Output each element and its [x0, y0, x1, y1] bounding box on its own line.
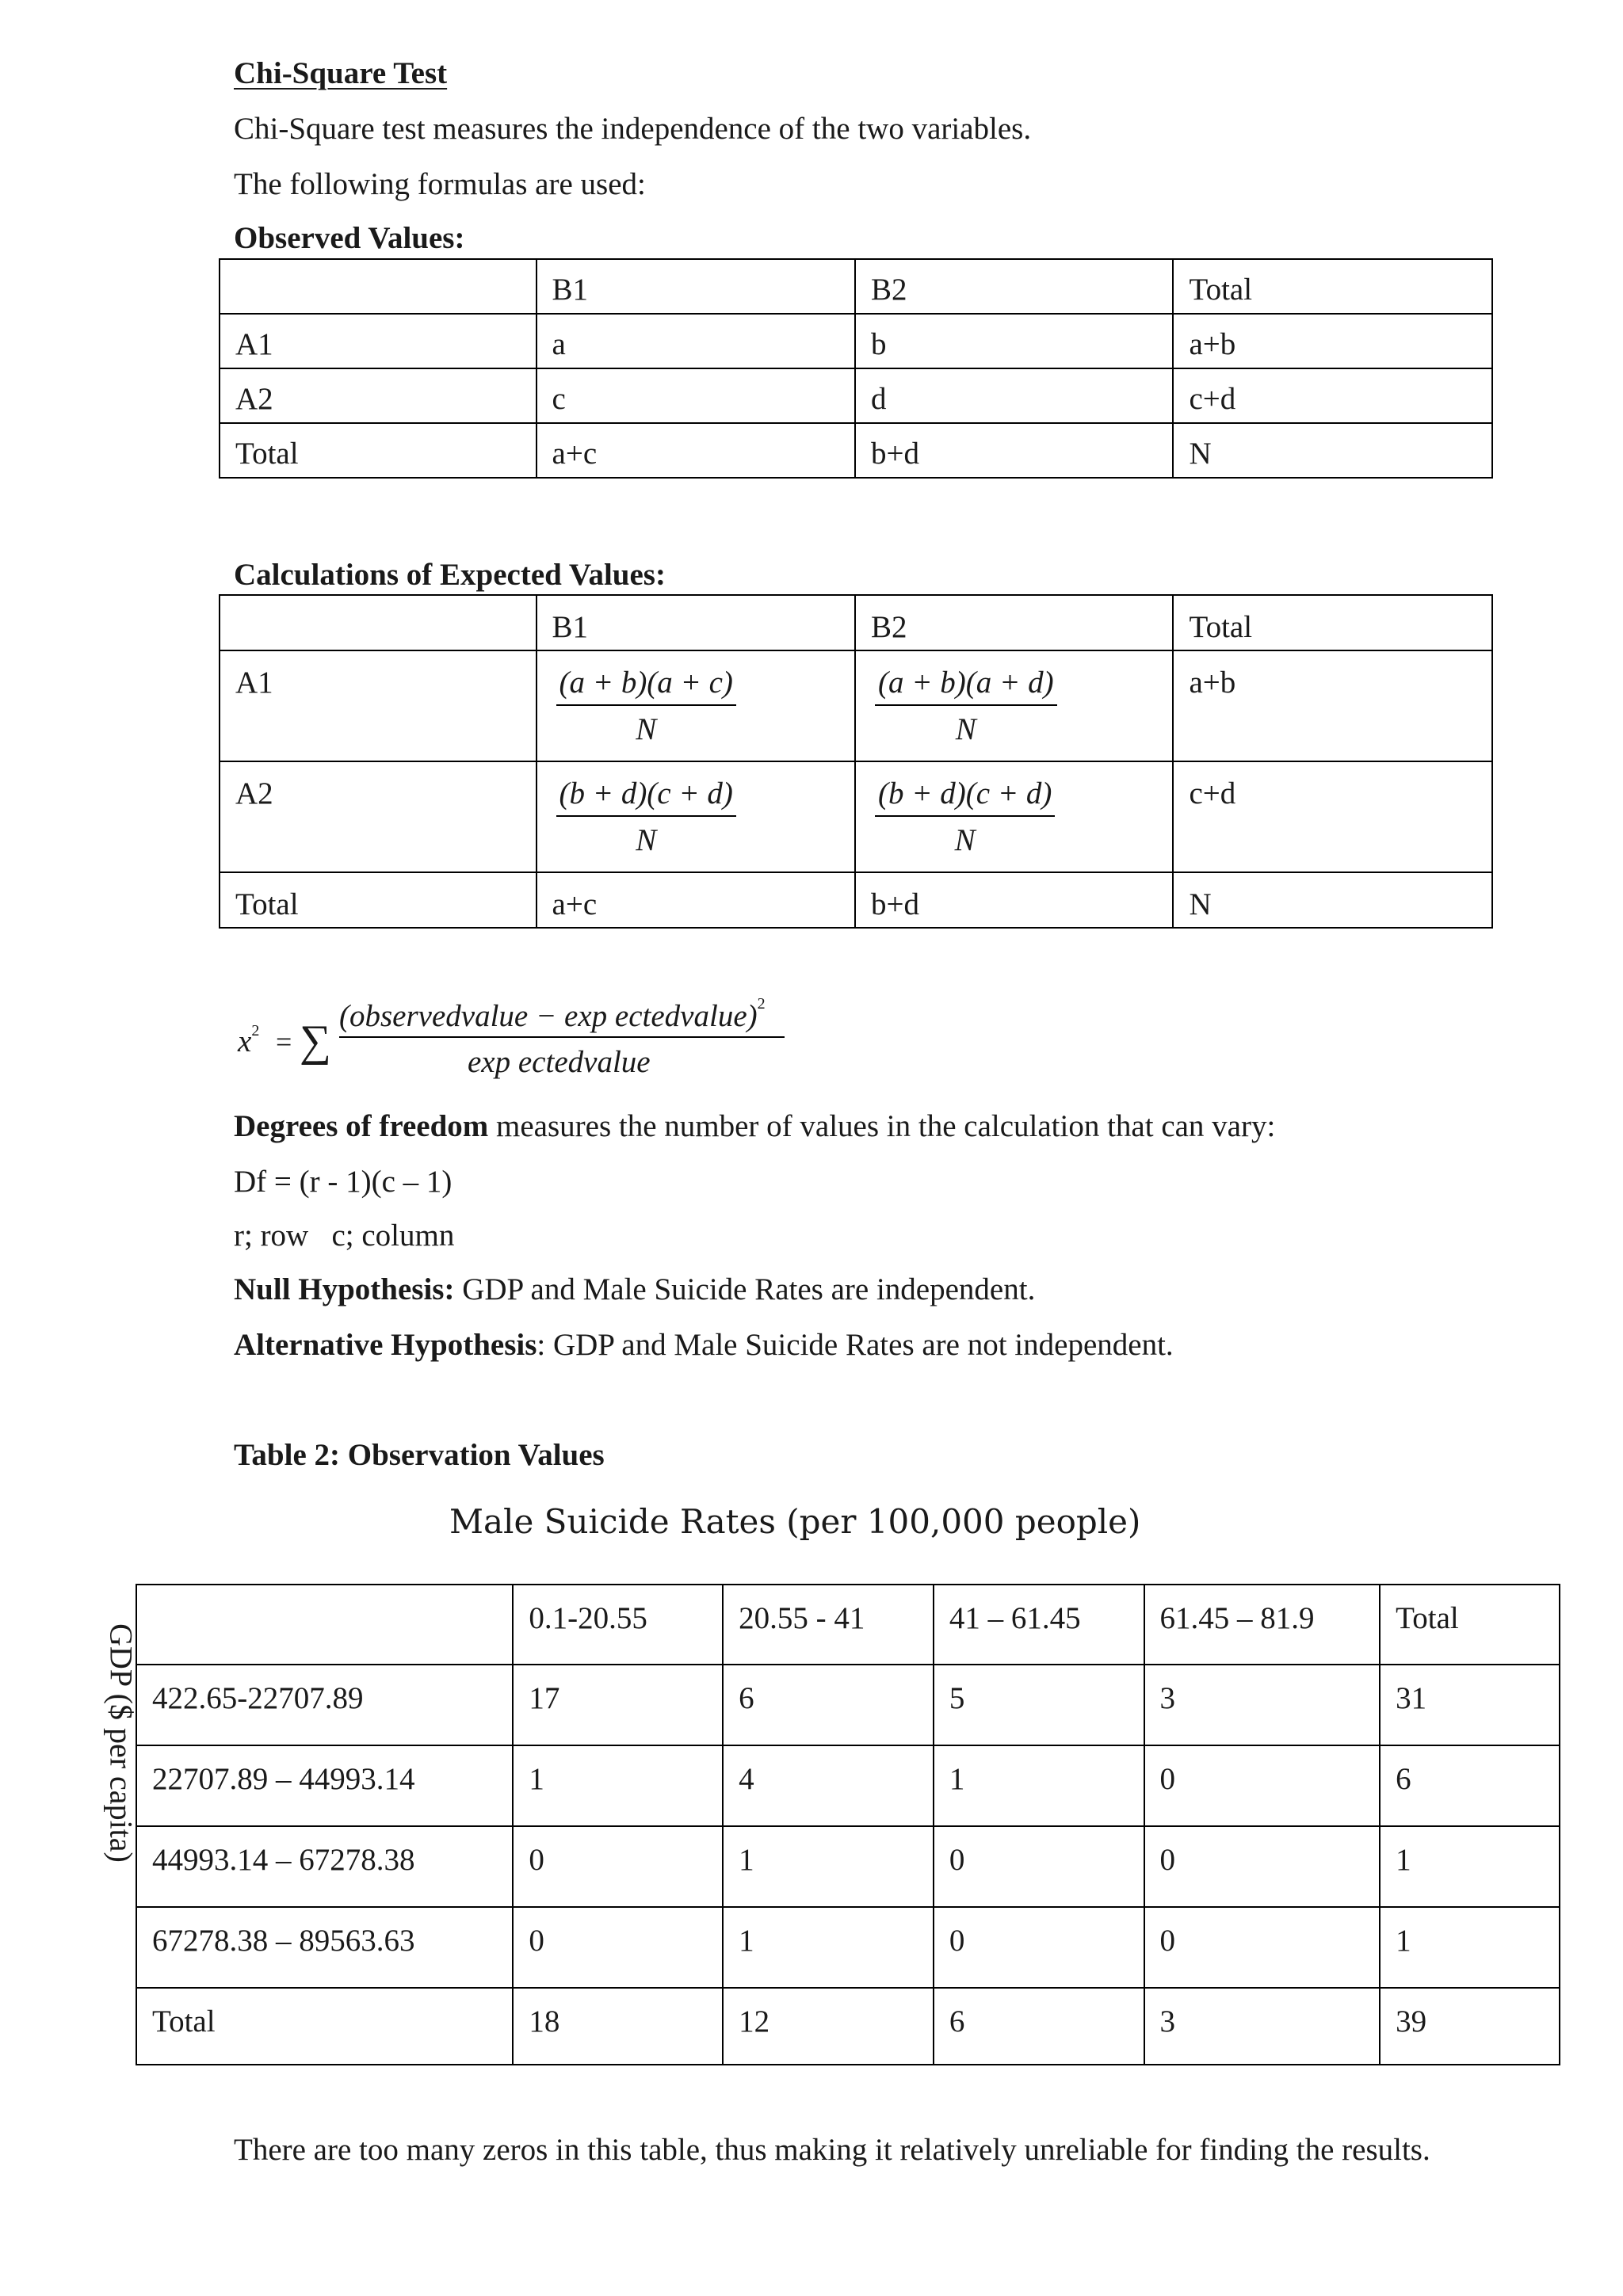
- table-cell: [537, 650, 855, 761]
- fraction-bar: [339, 1036, 785, 1038]
- table-row: [220, 259, 1492, 314]
- table-row: [136, 1988, 1560, 2065]
- table-cell: 18: [513, 1988, 723, 2065]
- table-cell: 0: [1144, 1826, 1381, 1907]
- intro-line-2: The following formulas are used:: [234, 167, 646, 201]
- table-cell: b+d: [855, 872, 1173, 928]
- table-cell: 6: [723, 1665, 934, 1745]
- fraction-denominator: N: [636, 712, 657, 746]
- table-cell: 1: [1380, 1907, 1560, 1988]
- table-cell: 1: [723, 1826, 934, 1907]
- table-cell: 6: [934, 1988, 1144, 2065]
- table-row: [220, 650, 1492, 761]
- table-cell: Total: [220, 872, 537, 928]
- table-cell: [855, 650, 1173, 761]
- dof-text: measures the number of values in the calculation that can vary:: [488, 1109, 1276, 1143]
- table-cell: 1: [513, 1745, 723, 1826]
- table-cell: [220, 595, 537, 650]
- table-cell: [136, 1585, 513, 1665]
- table-cell: d: [855, 368, 1173, 423]
- table-cell: 4: [723, 1745, 934, 1826]
- fraction: [875, 778, 1055, 856]
- dof-sentence: [234, 1111, 1275, 1142]
- formula-lhs: $x^2$: [238, 1022, 260, 1058]
- table-cell: N: [1173, 872, 1492, 928]
- null-hypothesis: [234, 1274, 1035, 1305]
- table-cell: a+c: [537, 872, 855, 928]
- null-hypothesis-text: GDP and Male Suicide Rates are independent.: [454, 1272, 1036, 1306]
- table-cell: [220, 259, 537, 314]
- formula-equals: =: [276, 1026, 292, 1058]
- intro-line-1: Chi-Square test measures the independence of the two variables.: [234, 112, 1032, 146]
- table-cell: A2: [220, 368, 537, 423]
- table-cell: Total: [1173, 595, 1492, 650]
- dof-term: Degrees of freedom: [234, 1109, 489, 1143]
- table-cell: 3: [1144, 1665, 1381, 1745]
- table-cell: [537, 761, 855, 872]
- table-cell: Total: [1173, 259, 1492, 314]
- alternative-hypothesis: [234, 1329, 1174, 1360]
- table-cell: 0: [513, 1826, 723, 1907]
- table-row: [220, 423, 1492, 478]
- table-cell: b: [855, 314, 1173, 368]
- table-cell: 3: [1144, 1988, 1381, 2065]
- table-row: [136, 1665, 1560, 1745]
- table-cell: 1: [723, 1907, 934, 1988]
- observation-values-table: [136, 1584, 1560, 2065]
- table-row: [220, 368, 1492, 423]
- formula-numerator: (observedvalue − exp ectedvalue)$^2$: [339, 995, 766, 1033]
- table-cell: B2: [855, 595, 1173, 650]
- sigma-icon: ∑: [300, 1016, 331, 1066]
- table-cell: 12: [723, 1988, 934, 2065]
- table-cell: B2: [855, 259, 1173, 314]
- table-cell: 6: [1380, 1745, 1560, 1826]
- fraction-denominator: N: [954, 823, 976, 857]
- table2-title: Table 2: Observation Values: [234, 1438, 605, 1472]
- table-cell: 61.45 – 81.9: [1144, 1585, 1381, 1665]
- table2-row-axis-label: GDP ($ per capita): [103, 1623, 139, 1863]
- table-cell: c+d: [1173, 368, 1492, 423]
- table-cell: 67278.38 – 89563.63: [136, 1907, 513, 1988]
- table-cell: a+c: [537, 423, 855, 478]
- table-cell: 422.65-22707.89: [136, 1665, 513, 1745]
- page-title: Chi-Square Test: [234, 56, 448, 90]
- conclusion-text: There are too many zeros in this table, thus making it relatively unreliable for finding the results.: [234, 2133, 1430, 2167]
- fraction-numerator: (b + d)(c + d): [875, 778, 1055, 817]
- table-cell: 0: [1144, 1745, 1381, 1826]
- fraction-numerator: (b + d)(c + d): [556, 778, 736, 817]
- dof-formula: Df = (r - 1)(c – 1): [234, 1165, 453, 1199]
- alternative-hypothesis-label: Alternative Hypothesis: [234, 1328, 537, 1362]
- table-cell: a+b: [1173, 650, 1492, 761]
- table-cell: 0: [1144, 1907, 1381, 1988]
- table2-column-title: Male Suicide Rates (per 100,000 people): [449, 1502, 1141, 1541]
- fraction-denominator: N: [955, 712, 976, 746]
- table-cell: [855, 761, 1173, 872]
- fraction-numerator: (a + b)(a + d): [875, 667, 1057, 706]
- table-cell: 0: [934, 1826, 1144, 1907]
- table-row: [136, 1826, 1560, 1907]
- table-cell: 0: [934, 1907, 1144, 1988]
- table-cell: 22707.89 – 44993.14: [136, 1745, 513, 1826]
- table-cell: Total: [220, 423, 537, 478]
- fraction: [875, 667, 1057, 745]
- formula-denominator: exp ectedvalue: [468, 1045, 651, 1079]
- table-row: [220, 872, 1492, 928]
- expected-values-title: Calculations of Expected Values:: [234, 558, 666, 592]
- table-cell: A1: [220, 314, 537, 368]
- fraction-numerator: (a + b)(a + c): [556, 667, 736, 706]
- table-cell: A1: [220, 650, 537, 761]
- table-cell: 0: [513, 1907, 723, 1988]
- table-cell: N: [1173, 423, 1492, 478]
- table-cell: Total: [136, 1988, 513, 2065]
- table-cell: 39: [1380, 1988, 1560, 2065]
- table-cell: b+d: [855, 423, 1173, 478]
- fraction-denominator: N: [636, 823, 657, 857]
- table-cell: Total: [1380, 1585, 1560, 1665]
- table-cell: A2: [220, 761, 537, 872]
- table-row: [220, 761, 1492, 872]
- expected-values-table: [219, 594, 1493, 929]
- alternative-hypothesis-text: : GDP and Male Suicide Rates are not independent.: [537, 1328, 1174, 1362]
- table-cell: 0.1-20.55: [513, 1585, 723, 1665]
- table-cell: 31: [1380, 1665, 1560, 1745]
- table-cell: 5: [934, 1665, 1144, 1745]
- table-cell: c: [537, 368, 855, 423]
- observed-values-title: Observed Values:: [234, 221, 465, 255]
- table-cell: 44993.14 – 67278.38: [136, 1826, 513, 1907]
- table-row: [136, 1907, 1560, 1988]
- table-row: [136, 1585, 1560, 1665]
- fraction: [556, 667, 736, 745]
- table-cell: a: [537, 314, 855, 368]
- table-cell: a+b: [1173, 314, 1492, 368]
- fraction: [556, 778, 736, 856]
- table-cell: B1: [537, 595, 855, 650]
- table-cell: c+d: [1173, 761, 1492, 872]
- table-row: [220, 595, 1492, 650]
- chi-square-formula: [238, 990, 808, 1085]
- table-cell: B1: [537, 259, 855, 314]
- table-cell: 41 – 61.45: [934, 1585, 1144, 1665]
- null-hypothesis-label: Null Hypothesis:: [234, 1272, 455, 1306]
- table-cell: 1: [934, 1745, 1144, 1826]
- table-row: [136, 1745, 1560, 1826]
- table-cell: 20.55 - 41: [723, 1585, 934, 1665]
- table-row: [220, 314, 1492, 368]
- table-cell: 1: [1380, 1826, 1560, 1907]
- observed-values-table: [219, 258, 1493, 479]
- dof-legend: r; row c; column: [234, 1219, 455, 1253]
- table-cell: 17: [513, 1665, 723, 1745]
